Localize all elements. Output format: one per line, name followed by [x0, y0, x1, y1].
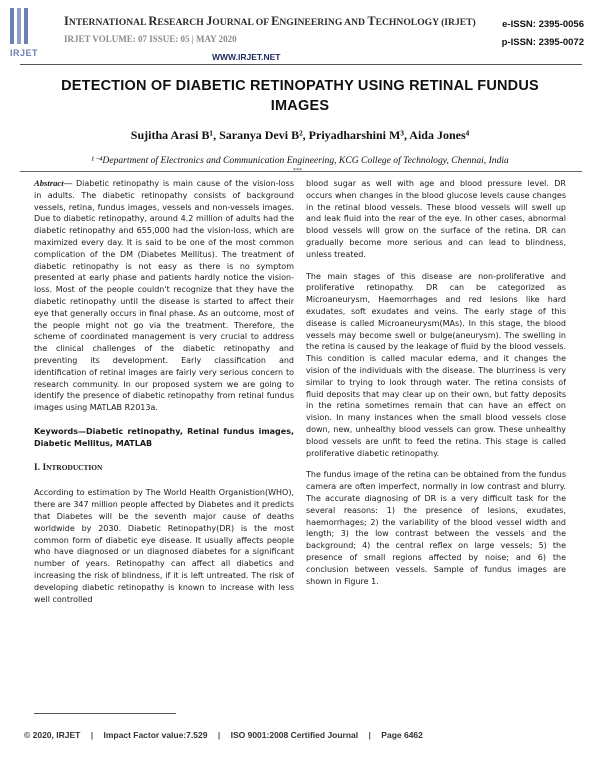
abstract-label: Abstract—	[34, 178, 73, 188]
intro-paragraph: According to estimation by The World Health Organistion(WHO), there are 347 million people affected by Diabetes and it predicts that Diabetes will be the seventh major cause of deaths worldwide by 2030. Diabetic Retinopathy(DR) is the most common form of diabetic eye disease. It usually affects people who have diagnosed or un diagnosed diabetes for a significant number of years. Retinopathy can affect all diabetics and increasing the risk of blindness, if it is left untreated. The risk of developing diabetic retinopathy is known to increase with less well controlled	[34, 488, 294, 604]
volume-issue-line: IRJET VOLUME: 07 ISSUE: 05 | MAY 2020	[64, 34, 237, 44]
issn-block	[502, 16, 584, 52]
paper-affiliation: ¹⁻⁴Department of Electronics and Communication Engineering, KCG College of Technology, Chennai, India	[91, 155, 509, 166]
journal-header	[8, 6, 592, 66]
footer-separator: |	[368, 730, 371, 740]
footer-copyright: © 2020, IRJET	[24, 730, 81, 740]
footer-separator: |	[90, 730, 94, 740]
left-column	[34, 178, 294, 615]
paper-title	[40, 76, 560, 116]
paper-title-line1: DETECTION OF DIABETIC RETINOPATHY USING RETINAL FUNDUS	[61, 78, 539, 94]
abstract-text: Diabetic retinopathy is main cause of the vision-loss in adults. The diabetic retinopathy consists of background vessels, retina, fundus images, vessels and non-vessels images. Due to diabetic retinopathy, around 4.2 million of adults had the diabetic retinopathy and 655,000 had the vision-loss, which are maximized every day. It is said to be one of the most common complication of the DM (Diabetes Mellitus). The treatment of diabetic retinopathy is not easy as there is no symptom presented at early phase and patients hardly notice the vision-loss. Most of the people couldn't recognize that they have the diabetic retinopathy until the disease is started to affect their eye that generally occurs in final phase. As an outcome, most of the people might not go via the treatment. Therefore, the scheme of coordinated management is very crucial to address the clinical challenges of the diabetic retinopathy and preventing its development. Early classification and identification of retinal images are fairly very serious concern to research community. In our proposed system we are going to identify the presence of diabetic retinopathy from retinal fundus images using MATLAB R2013a.	[34, 179, 294, 413]
divider-stars: ***	[293, 168, 302, 174]
section-heading-introduction: I. INTRODUCTION	[34, 461, 103, 472]
irjet-logo	[8, 6, 30, 48]
right-column	[306, 178, 566, 597]
paragraph-2: The main stages of this disease are non-proliferative and proliferative retinopathy. DR can be categorized as Microaneurysm, Haemorrhages and red lesions like hard exudates, soft exudates and veins. The early stage of this disease is called Microaneurysm(MAs). In this stage, the blood vessels may become swell or bulge(aneurysm). The swelling in the retina is caused by the leakage of fluid by the blood vessels. This condition is called macular edema, and it changes the vision of the individuals with the disease. The blurriness is very similar to trying to look through water. The retina consists of fluid deposits that may clear up on their own, but fatty deposits in the retina sometimes remain that can have an effect on vision. In many instances when the small blood vessels close down, new, unhealthy blood vessels can grow. These unhealthy blood vessels are unfit to feed the retina. This stage is called proliferative diabetic retinopathy.	[306, 271, 566, 458]
abstract	[34, 178, 294, 414]
pissn: p-ISSN: 2395-0072	[501, 37, 584, 48]
eissn: e-ISSN: 2395-0056	[502, 19, 584, 30]
paragraph-3: The fundus image of the retina can be obtained from the fundus camera are often imperfect, normally in low contrast and blurry. The accurate diagnosing of DR is a very difficult task for the several reasons: 1) the presence of lesions, exudates, haemorrhages; 2) the variability of the blood vessel width and length; 3) the low contrast between the vessels and the background; 4) the central reflex on large vessels; 5) the presence of small regions affected by noise; and 6) the conclusion between vessels. Sample of fundus images are shown in Figure 1.	[306, 470, 566, 586]
keywords: Keywords—Diabetic retinopathy, Retinal fundus images, Diabetic Mellitus, MATLAB	[34, 426, 294, 448]
footer-iso: ISO 9001:2008 Certified Journal	[230, 730, 359, 740]
journal-website: WWW.IRJET.NET	[212, 52, 281, 62]
page-footer	[24, 730, 584, 740]
footer-page-number: Page 6462	[381, 730, 423, 740]
footer-impact: Impact Factor value:7.529	[103, 730, 208, 740]
header-divider	[20, 64, 582, 65]
footnote-divider	[34, 713, 176, 714]
paragraph-1: blood sugar as well with age and blood pressure level. DR occurs when changes in the blood glucose levels cause changes in the retinal blood vessels. These blood vessels will swell up and leak fluid into the rear of the eye. In other cases, abnormal blood vessels will grow on the surface of the retina. DR can gradually become more serious and can lead to blindness, unless treated.	[306, 179, 566, 259]
footer-separator: |	[217, 730, 221, 740]
paper-title-line2: IMAGES	[270, 98, 330, 114]
paper-authors: Sujitha Arasi B¹, Saranya Devi B², Priyadharshini M³, Aida Jones⁴	[130, 128, 470, 142]
logo-text: IRJET	[10, 48, 39, 58]
irjet-logo-mark	[8, 6, 30, 48]
journal-title: INTERNATIONAL RESEARCH JOURNAL OF ENGINEERING AND TECHNOLOGY (IRJET)	[64, 14, 476, 28]
